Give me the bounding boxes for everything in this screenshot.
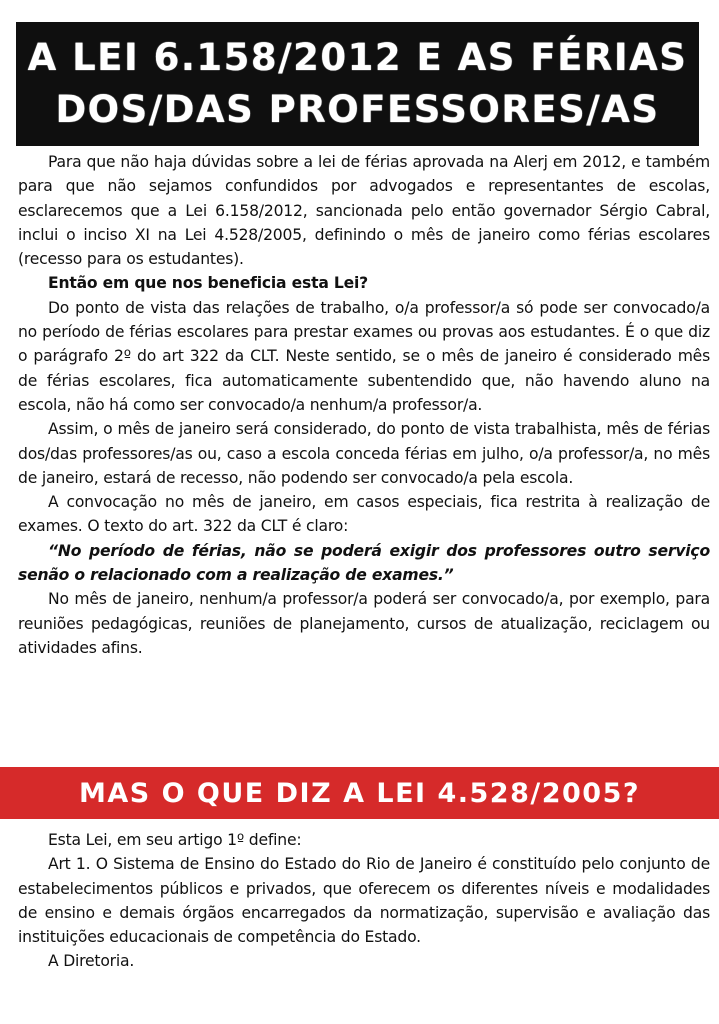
intro-paragraph-2: Do ponto de vista das relações de trabalho, o/a professor/a só pode ser convocado/a no período de férias escolares para prestar exames ou provas aos estudantes. É o que diz o parágrafo 2º do art 322 da CLT. Neste sentido, se o mês de janeiro é considerado mês de férias escolares, fica automaticamente subentendido que, não havendo aluno na escola, não há como ser convocado/a nenhum/a professor/a.: [18, 298, 710, 414]
intro-subheading: Então em que nos beneficia esta Lei?: [48, 274, 368, 293]
intro-paragraph-1: Para que não haja dúvidas sobre a lei de férias aprovada na Alerj em 2012, e também para que não sejamos confundidos por advogados e representantes de escolas, esclarecemos que a Lei 6.158/2012, sancionada pelo então governador Sérgio Cabral, inclui o inciso XI na Lei 4.528/2005, definindo o mês de janeiro como férias escolares (recesso para os estudantes).: [18, 153, 710, 269]
section-banner-title: MAS O QUE DIZ A LEI 4.528/2005?: [78, 777, 641, 809]
title-banner: [16, 22, 699, 146]
title-line-2: DOS/DAS PROFESSORES/AS: [55, 88, 660, 131]
title-line-1: A LEI 6.158/2012 E AS FÉRIAS: [27, 36, 688, 79]
section-banner: [0, 767, 719, 819]
intro-paragraph-5: No mês de janeiro, nenhum/a professor/a poderá ser convocado/a, por exemplo, para reuniões pedagógicas, reuniões de planejamento, cursos de atualização, reciclagem ou atividades afins.: [18, 590, 710, 657]
intro-text: [18, 150, 710, 660]
intro-paragraph-3: Assim, o mês de janeiro será considerado, do ponto de vista trabalhista, mês de férias dos/das professores/as ou, caso a escola conceda férias em julho, o/a professor/a, no mês de janeiro, estará de recesso, não podendo ser convocado/a pela escola.: [18, 420, 710, 487]
signature: A Diretoria.: [48, 952, 135, 971]
section-paragraph-2: Art 1. O Sistema de Ensino do Estado do Rio de Janeiro é constituído pelo conjunto de estabelecimentos públicos e privados, que oferecem os diferentes níveis e modalidades de ensino e demais órgãos encarregados da normatização, supervisão e avaliação das instituições educacionais de competência do Estado.: [18, 855, 710, 947]
clt-quote: “No período de férias, não se poderá exigir dos professores outro serviço senão o relacionado com a realização de exames.”: [18, 541, 710, 585]
section-text: [18, 828, 710, 974]
section-paragraph-1: Esta Lei, em seu artigo 1º define:: [48, 831, 302, 849]
intro-paragraph-4: A convocação no mês de janeiro, em casos especiais, fica restrita à realização de exames. O texto do art. 322 da CLT é claro:: [18, 493, 710, 536]
